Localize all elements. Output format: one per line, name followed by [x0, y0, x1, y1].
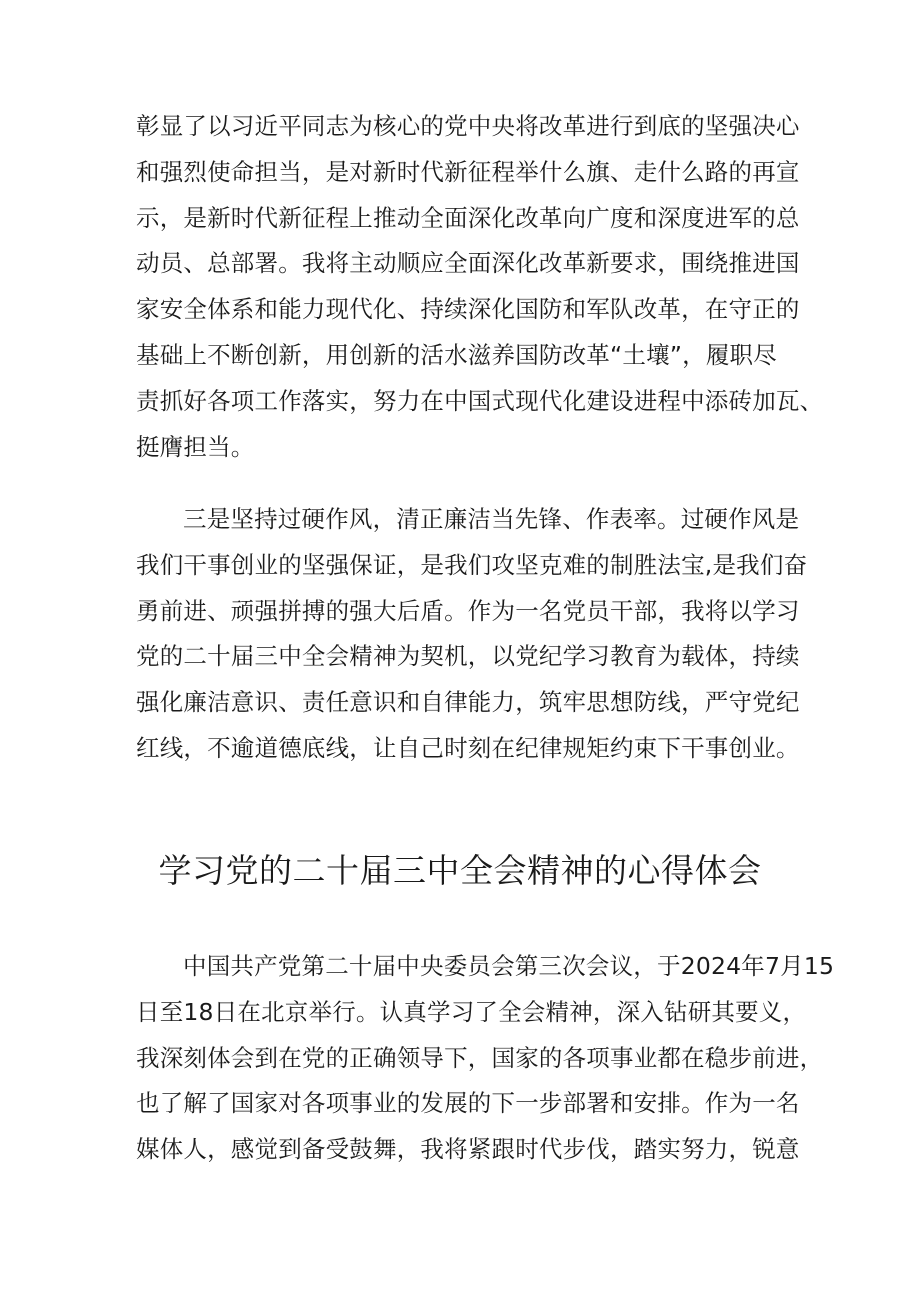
text-line: 基础上不断创新，用创新的活水滋养国防改革“土壤”，履职尽	[136, 340, 777, 369]
text-line: 示，是新时代新征程上推动全面深化改革向广度和深度进军的总	[136, 203, 800, 232]
text-line: 挺膺担当。	[136, 432, 255, 461]
text-line: 强化廉洁意识、责任意识和自律能力，筑牢思想防线，严守党纪	[136, 688, 800, 717]
text-line: 中国共产党第二十届中央委员会第三次会议，于2024年7月15	[183, 952, 835, 980]
text-line: 责抓好各项工作落实，努力在中国式现代化建设进程中添砖加瓦、	[136, 386, 824, 415]
section-heading: 学习党的二十届三中全会精神的心得体会	[158, 851, 762, 890]
text-line: 和强烈使命担当，是对新时代新征程举什么旗、走什么路的再宣	[136, 157, 800, 186]
paragraph-point-three	[136, 497, 808, 772]
text-line: 我深刻体会到在党的正确领导下，国家的各项事业都在稳步前进，	[136, 1043, 824, 1072]
text-line: 党的二十届三中全会精神为契机，以党纪学习教育为载体，持续	[136, 642, 800, 671]
text-line: 也了解了国家对各项事业的发展的下一步部署和安排。作为一名	[136, 1089, 800, 1118]
text-line: 动员、总部署。我将主动顺应全面深化改革新要求，围绕推进国	[136, 249, 800, 278]
text-line: 日至18日在北京举行。认真学习了全会精神，深入钻研其要义，	[136, 997, 807, 1026]
text-line: 三是坚持过硬作风，清正廉洁当先锋、作表率。过硬作风是	[183, 505, 800, 533]
text-line: 勇前进、顽强拼搏的强大后盾。作为一名党员干部，我将以学习	[136, 596, 800, 625]
text-line: 红线，不逾道德底线，让自己时刻在纪律规矩约束下干事创业。	[136, 733, 800, 762]
paragraph-continuation	[136, 104, 824, 470]
text-line: 我们干事创业的坚强保证，是我们攻坚克难的制胜法宝,是我们奋	[136, 550, 808, 579]
text-line: 家安全体系和能力现代化、持续深化国防和军队改革，在守正的	[136, 295, 800, 324]
paragraph-intro	[136, 944, 835, 1173]
text-line: 媒体人，感觉到备受鼓舞，我将紧跟时代步伐，踏实努力，锐意	[136, 1135, 800, 1164]
text-line: 彰显了以习近平同志为核心的党中央将改革进行到底的坚强决心	[136, 112, 800, 140]
